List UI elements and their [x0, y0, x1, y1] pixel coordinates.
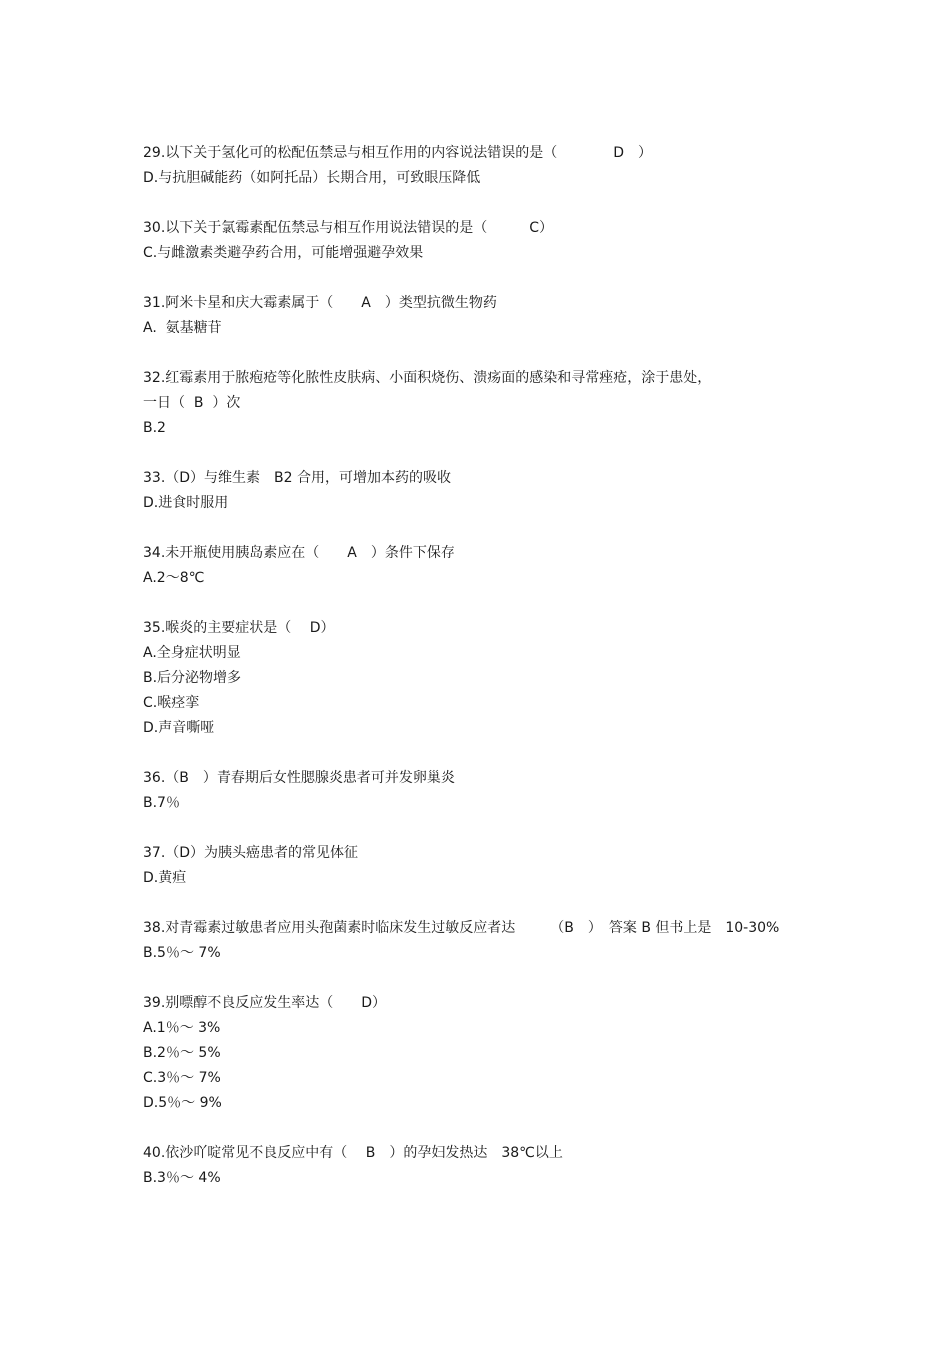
question-stem: 34.未开瓶使用胰岛素应在（ A ）条件下保存 [143, 545, 455, 561]
question-block [143, 766, 863, 816]
question-block [143, 841, 863, 891]
answer-option: A.2～8℃ [143, 570, 205, 586]
spacer [143, 591, 863, 616]
question-stem: 37.（D）为胰头癌患者的常见体征 [143, 845, 359, 861]
answer-option: C.3％～ 7% [143, 1070, 221, 1086]
answer-option: D.进食时服用 [143, 495, 229, 511]
answer-option: D.与抗胆碱能药（如阿托品）长期合用，可致眼压降低 [143, 170, 481, 186]
question-stem: 40.依沙吖啶常见不良反应中有（ B ）的孕妇发热达 38℃以上 [143, 1145, 563, 1161]
question-stem: 32.红霉素用于脓疱疮等化脓性皮肤病、小面积烧伤、溃疡面的感染和寻常痤疮，涂于患处， [143, 370, 712, 386]
document-body [143, 141, 863, 1191]
question-block [143, 1141, 863, 1191]
question-block [143, 916, 863, 966]
spacer [143, 191, 863, 216]
answer-option: D.5％～ 9% [143, 1095, 222, 1111]
answer-option: A.1％～ 3% [143, 1020, 221, 1036]
question-stem: 33.（D）与维生素 B2 合用，可增加本药的吸收 [143, 470, 452, 486]
spacer [143, 1116, 863, 1141]
question-block [143, 291, 863, 341]
answer-option: B.5％～ 7% [143, 945, 221, 961]
question-block [143, 466, 863, 516]
question-block [143, 616, 863, 741]
answer-option: B.3％～ 4% [143, 1170, 221, 1186]
spacer [143, 966, 863, 991]
question-stem: 38.对青霉素过敏患者应用头孢菌素时临床发生过敏反应者达 （B ） 答案 B 但书上是 10-30% [143, 920, 780, 936]
spacer [143, 516, 863, 541]
answer-option: A.全身症状明显 [143, 645, 241, 661]
answer-option: B.2 [143, 420, 166, 436]
answer-option: B.7％ [143, 795, 180, 811]
question-block [143, 991, 863, 1116]
question-block [143, 216, 863, 266]
answer-option: D.黄疸 [143, 870, 187, 886]
question-stem: 35.喉炎的主要症状是（ D） [143, 620, 335, 636]
answer-option: C.喉痉挛 [143, 695, 200, 711]
spacer [143, 741, 863, 766]
spacer [143, 816, 863, 841]
answer-option: A. 氨基糖苷 [143, 320, 222, 336]
answer-option: B.后分泌物增多 [143, 670, 242, 686]
question-block [143, 141, 863, 191]
spacer [143, 341, 863, 366]
spacer [143, 891, 863, 916]
question-block [143, 366, 863, 441]
question-stem: 39.别嘌醇不良反应发生率达（ D） [143, 995, 387, 1011]
question-stem: 29.以下关于氢化可的松配伍禁忌与相互作用的内容说法错误的是（ D ） [143, 145, 653, 161]
answer-option: D.声音嘶哑 [143, 720, 215, 736]
question-stem: 30.以下关于氯霉素配伍禁忌与相互作用说法错误的是（ C） [143, 220, 554, 236]
spacer [143, 441, 863, 466]
spacer [143, 266, 863, 291]
answer-option: C.与雌激素类避孕药合用，可能增强避孕效果 [143, 245, 424, 261]
question-stem: 36.（B ）青春期后女性腮腺炎患者可并发卵巢炎 [143, 770, 455, 786]
question-stem: 一日（ B ）次 [143, 395, 241, 411]
question-stem: 31.阿米卡星和庆大霉素属于（ A ）类型抗微生物药 [143, 295, 497, 311]
question-block [143, 541, 863, 591]
answer-option: B.2％～ 5% [143, 1045, 221, 1061]
